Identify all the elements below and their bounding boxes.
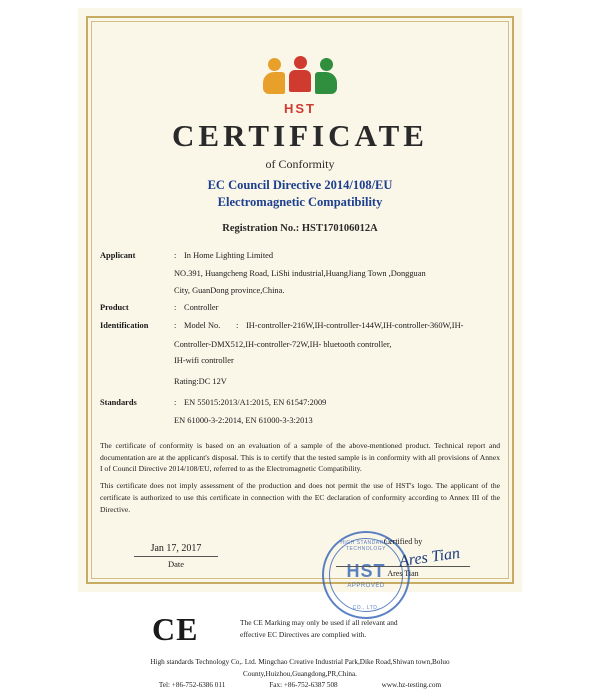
handwritten-signature: Ares Tian (397, 545, 461, 571)
company-logo (100, 54, 500, 116)
stamp-sub-text: APPROVED (347, 583, 385, 590)
ce-mark-icon: CE (152, 611, 199, 648)
people-icon (263, 54, 337, 94)
footer-fax: Fax: +86-752-6387 508 (269, 681, 338, 690)
applicant-colon: : (174, 250, 177, 260)
fields-section (100, 250, 500, 428)
date-underline (134, 556, 218, 557)
rating-label: Rating (174, 377, 197, 387)
ce-note (240, 617, 480, 639)
product-row (100, 302, 500, 315)
model-value-line-1: IH-controller-216W,IH-controller-144W,IH-controller-360W,IH- (246, 321, 464, 331)
applicant-address-line-2: City, GuanDong province,China. (174, 285, 285, 295)
date-block (128, 543, 224, 569)
directive-block (100, 177, 500, 211)
ce-note-line-1: The CE Marking may only be used if all relevant and (240, 618, 398, 628)
footer (100, 657, 500, 692)
product-colon: : (174, 302, 177, 312)
model-value-line-2: Controller-DMX512,IH-controller-72W,IH- bluetooth controller, (174, 339, 392, 349)
footer-address-line-1: High standards Technology Co,. Ltd. Mingchao Creative Industrial Park,Dike Road,Shiwan town,Boluo (150, 658, 450, 667)
ce-mark-row (100, 611, 500, 651)
body-text (100, 440, 500, 516)
standards-label: Standards (100, 397, 137, 407)
model-row-3 (100, 355, 500, 368)
model-label: Model No. (184, 321, 221, 331)
applicant-address-row-2 (100, 285, 500, 298)
model-row-2 (100, 339, 500, 352)
date-label: Date (167, 559, 185, 570)
product-value: Controller (184, 302, 219, 312)
ce-note-line-2: effective EC Directives are complied with. (240, 629, 367, 639)
standards-value-line-1: EN 55015:2013/A1:2015, EN 61547:2009 (184, 397, 327, 407)
standards-colon: : (174, 397, 177, 407)
identification-colon: : (174, 321, 177, 331)
product-label: Product (100, 302, 129, 312)
certified-by-label: Certified by (383, 537, 423, 547)
model-colon: : (236, 321, 239, 331)
footer-contact-row (100, 680, 500, 692)
person-figure-left-icon (263, 58, 285, 94)
logo-text: HST (284, 101, 316, 116)
identification-label: Identification (100, 321, 149, 331)
standards-row-2 (100, 415, 500, 428)
applicant-address-line-1: NO.391, Huangcheng Road, LiShi industrial,HuangJiang Town ,Dongguan (174, 269, 426, 279)
certificate-content (100, 28, 500, 690)
signer-name: Ares Tian (387, 569, 419, 579)
certificate-sheet (78, 8, 522, 690)
directive-line-1: EC Council Directive 2014/108/EU (207, 178, 393, 192)
rating-value: DC 12V (198, 377, 227, 387)
applicant-row (100, 250, 500, 263)
page-subtitle: of Conformity (265, 157, 335, 171)
stamp-bottom-text: CO., LTD. (352, 605, 380, 612)
identification-row (100, 320, 500, 333)
body-paragraph-1: The certificate of conformity is based on an evaluation of a sample of the above-mentioned product. Technical report and documentation are at the applicant's disposal. This is to certify that the tested sample is in conformity with all provisions of Annex I of Council Directive 2014/108/EU, referred to as the Electromagnetic Compatibility. (100, 440, 500, 474)
model-value-line-3: IH-wifi controller (174, 356, 234, 366)
rating-row (100, 376, 500, 389)
applicant-value: In Home Lighting Limited (184, 250, 274, 260)
footer-address-line-2: County,Huizhou,Guangdong,PR,China. (243, 669, 357, 678)
date-value: Jan 17, 2017 (150, 543, 202, 555)
stamp-top-text: HIGH STANDARDS TECHNOLOGY (340, 540, 392, 553)
footer-tel: Tel: +86-752-6386 011 (158, 681, 226, 690)
standards-value-line-2: EN 61000-3-2:2014, EN 61000-3-3:2013 (174, 416, 313, 426)
person-figure-center-icon (289, 56, 311, 92)
person-figure-right-icon (315, 58, 337, 94)
stamp-main-text: HST (346, 561, 386, 582)
applicant-label: Applicant (100, 250, 136, 260)
body-paragraph-2: This certificate does not imply assessment of the production and does not permit the use of HST's logo. The applicant of the certificate is authorized to use this certificate in connection with the EC declaration of conformity according to Annex III of the Directive. (100, 481, 500, 514)
footer-website: www.hz-testing.com (381, 681, 442, 690)
signature-area (100, 533, 500, 612)
directive-line-2: Electromagnetic Compatibility (217, 194, 383, 209)
standards-row (100, 397, 500, 410)
applicant-address-row-1 (100, 268, 500, 281)
page-title: CERTIFICATE (172, 118, 428, 153)
rating-colon: : (196, 377, 199, 387)
registration-number: Registration No.: HST170106012A (222, 222, 378, 234)
